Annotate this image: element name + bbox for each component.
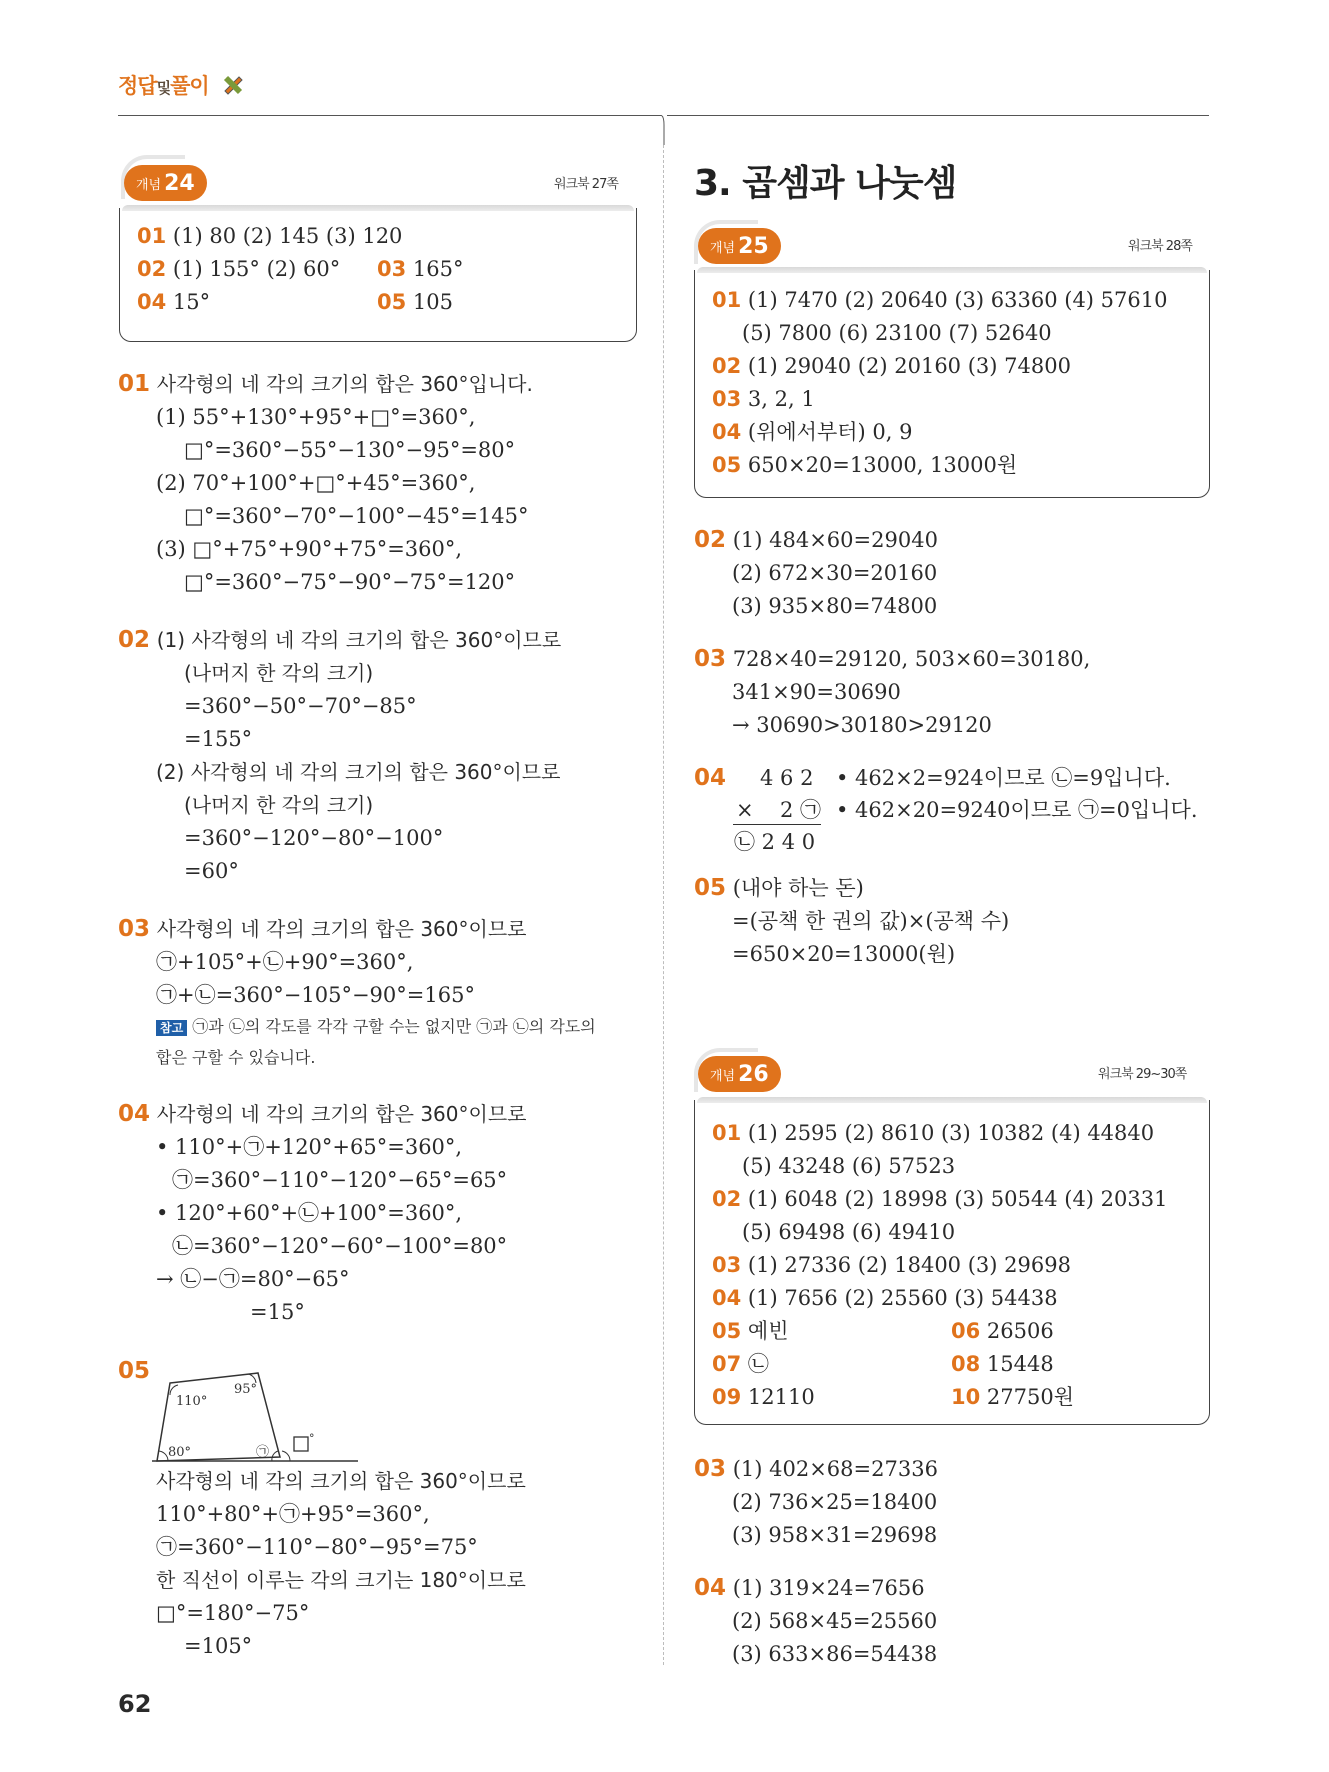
calc-times: × (736, 798, 754, 822)
answer-number: 01 (137, 224, 167, 248)
solution-03-r2: 03 (1) 402×68=27336 (2) 736×25=18400 (3) 958×31=29698 (694, 1456, 938, 1547)
answer-number: 03 (712, 387, 742, 411)
solution-02: 02 (1) 사각형의 네 각의 크기의 합은 360°이므로 (나머지 한 각의 크기) =360°−50°−70°−85° =155° (2) 사각형의 네 각의 크기의 합은 360°이므로 (나머지 한 각의 크기) =360°−120°−80°−100° =60° (118, 627, 562, 883)
quadrilateral-figure (152, 1355, 364, 1465)
concept-badge-25: 개념 25 (698, 228, 781, 264)
answer-number: 04 (137, 290, 167, 314)
header-title: 정답및풀이 (118, 73, 209, 98)
page-number: 62 (118, 1690, 152, 1718)
workbook-ref: 워크북 29~30쪽 (1098, 1067, 1187, 1082)
chapter-title: 3. 곱셈과 나눗셈 (694, 163, 957, 204)
header-notch (660, 115, 668, 145)
header-rule-right (667, 115, 1209, 116)
workbook-ref: 워크북 27쪽 (554, 177, 618, 192)
answer-number: 02 (712, 1187, 742, 1211)
column-divider (663, 145, 664, 1665)
solution-05-num: 05 (118, 1358, 151, 1384)
svg-text:95°: 95° (234, 1382, 258, 1397)
answer-line: 01 (1) 80 (2) 145 (3) 120 (137, 224, 403, 248)
reason-line: • 462×20=9240이므로 ㉠=0입니다. (836, 798, 1198, 822)
answer-box-25: 01 (1) 7470 (2) 20640 (3) 63360 (4) 57610 (5) 7800 (6) 23100 (7) 52640 02 (1) 29040 (2) 20160 (3) 74800 03 3, 2, 1 04 (위에서부터) 0, 9 05 650×20=13000, 13000원 (694, 270, 1210, 498)
svg-text:110°: 110° (176, 1394, 208, 1409)
answer-number: 10 (951, 1385, 981, 1409)
answer-box-26: 01 (1) 2595 (2) 8610 (3) 10382 (4) 44840 (5) 43248 (6) 57523 02 (1) 6048 (2) 18998 (3) 50544 (4) 20331 (5) 69498 (6) 49410 03 (1) 27336 (2) 18400 (3) 29698 04 (1) 7656 (2) 25560 (3) 54438 05 예빈 06 26506 07 ㉡ 08 15448 09 12110 10 27750원 (694, 1100, 1210, 1425)
pencil-ruler-icon (222, 72, 246, 96)
answer-number: 05 (377, 290, 407, 314)
solution-02-r: 02 (1) 484×60=29040 (2) 672×30=20160 (3) 935×80=74800 (694, 527, 938, 618)
answer-line: 04 15° (137, 290, 211, 314)
reason-line: • 462×2=924이므로 ㉡=9입니다. (836, 766, 1171, 790)
answer-number: 08 (951, 1352, 981, 1376)
solution-03-r: 03 728×40=29120, 503×60=30180, 341×90=30690 → 30690>30180>29120 (694, 646, 1091, 737)
solution-01: 01 사각형의 네 각의 크기의 합은 360°입니다. (1) 55°+130°+95°+□°=360°, □°=360°−55°−130°−95°=80° (2) 70°+100°+□°+45°=360°, □°=360°−70°−100°−45°=145° (3) □°+75°+90°+75°=360°, □°=360°−75°−90°−75°=120° (118, 371, 533, 594)
solution-03: 03 사각형의 네 각의 크기의 합은 360°이므로 ㉠+105°+㉡+90°=360°, ㉠+㉡=360°−105°−90°=165° 참고 ㉠과 ㉡의 각도를 각각 구할 수는 없지만 ㉠과 ㉡의 각도의 합은 구할 수 있습니다. (118, 916, 596, 1067)
solution-04-r-num: 04 (694, 765, 727, 791)
answer-line: 03 165° (377, 257, 464, 281)
answer-number: 07 (712, 1352, 742, 1376)
answer-number: 06 (951, 1319, 981, 1343)
calc-result: ㉡ 2 4 0 (734, 830, 816, 854)
answer-box-24 (119, 208, 637, 342)
solution-05: 사각형의 네 각의 크기의 합은 360°이므로 110°+80°+㉠+95°=360°, ㉠=360°−110°−80°−95°=75° 한 직선이 이루는 각의 크기는 180°이므로 □°=180°−75° =105° (156, 1469, 526, 1658)
answer-line: 02 (1) 155° (2) 60° (137, 257, 341, 281)
solution-04: 04 사각형의 네 각의 크기의 합은 360°이므로 • 110°+㉠+120°+65°=360°, ㉠=360°−110°−120°−65°=65° • 120°+60°+㉡+100°=360°, ㉡=360°−120°−60°−100°=80° → ㉡−㉠=80°−65° =15° (118, 1101, 527, 1324)
svg-text:㉠: ㉠ (256, 1445, 270, 1460)
solution-05-r: 05 (내야 하는 돈) =(공책 한 권의 값)×(공책 수) =650×20=13000(원) (694, 875, 1010, 966)
answer-number: 01 (712, 1121, 742, 1145)
answer-number: 02 (712, 354, 742, 378)
svg-text:80°: 80° (168, 1445, 192, 1460)
answer-number: 05 (712, 1319, 742, 1343)
answer-number: 03 (712, 1253, 742, 1277)
reference-tag: 참고 (156, 1020, 187, 1036)
concept-badge-26: 개념 26 (698, 1056, 781, 1092)
answer-number: 04 (712, 420, 742, 444)
header-rule-left (118, 115, 661, 116)
answer-number: 01 (712, 288, 742, 312)
answer-line: 05 105 (377, 290, 453, 314)
calc-rule (733, 824, 821, 825)
answer-number: 09 (712, 1385, 742, 1409)
svg-text:°: ° (309, 1432, 315, 1445)
answer-number: 04 (712, 1286, 742, 1310)
answer-number: 05 (712, 453, 742, 477)
workbook-ref: 워크북 28쪽 (1128, 239, 1192, 254)
answer-number: 02 (137, 257, 167, 281)
calc-row-1: 4 6 2 (760, 766, 814, 790)
concept-badge-24: 개념 24 (124, 165, 207, 201)
solution-04-r2: 04 (1) 319×24=7656 (2) 568×45=25560 (3) 633×86=54438 (694, 1575, 938, 1666)
calc-row-2: 2 ㉠ (780, 798, 822, 822)
answer-number: 03 (377, 257, 407, 281)
